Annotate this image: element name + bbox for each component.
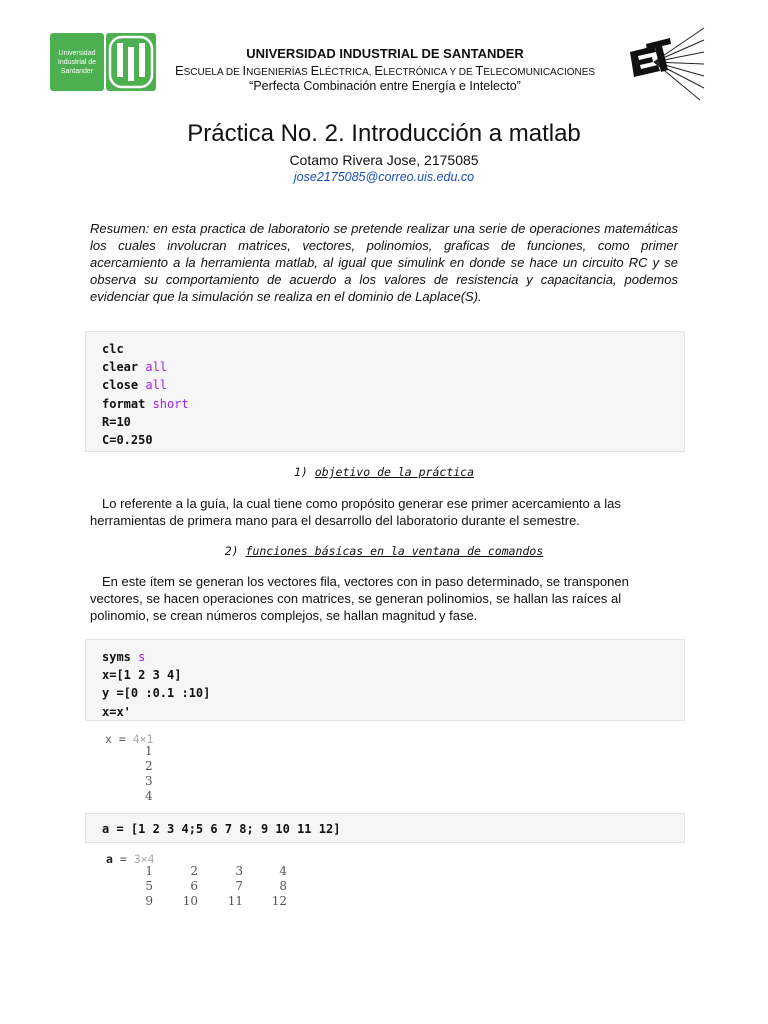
code-text: clc xyxy=(102,342,124,356)
school-initial: E xyxy=(174,63,184,78)
document-title: Práctica No. 2. Introducción a matlab xyxy=(187,120,581,147)
code-line xyxy=(102,340,684,358)
code-text: syms xyxy=(102,650,139,664)
university-motto: “Perfecta Combinación entre Energía e Intelecto” xyxy=(249,79,521,93)
school-word: SCUELA DE xyxy=(183,67,243,78)
output-x-value: 4 xyxy=(145,789,153,803)
paragraph-1: Lo referente a la guía, la cual tiene como propósito generar ese primer acercamiento a las herramientas de primera mano para el desarrollo del laboratorio durante el semestre. xyxy=(90,496,621,528)
section-number: 1) xyxy=(293,465,315,479)
code-line xyxy=(102,431,684,449)
code-block-2 xyxy=(85,639,685,721)
school-word: LECTRÓNICA Y DE xyxy=(382,67,476,78)
code-line xyxy=(102,358,684,376)
code-line: a = [1 2 3 4;5 6 7 8; 9 10 11 12] xyxy=(102,822,341,836)
matrix-cell: 8 xyxy=(279,879,287,893)
output-var-name: a xyxy=(106,852,113,866)
school-word: NGENIERÍAS xyxy=(246,67,311,78)
code-block-1 xyxy=(85,331,685,452)
code-block-3 xyxy=(85,813,685,843)
code-text: x=[1 2 3 4] xyxy=(102,668,182,683)
school-word: LÉCTRICA, xyxy=(319,67,375,78)
code-line xyxy=(102,684,684,702)
code-line xyxy=(102,666,684,684)
code-keyword: short xyxy=(152,396,189,411)
section-heading-1 xyxy=(0,465,768,479)
code-text: close xyxy=(102,378,146,393)
matrix-cell: 1 xyxy=(145,864,153,878)
code-text: x=x' xyxy=(102,704,131,719)
code-line xyxy=(102,376,684,394)
code-keyword: all xyxy=(145,360,168,375)
code-text: y =[0 :0.1 :10] xyxy=(102,686,211,701)
e3t-logo-icon xyxy=(624,22,706,104)
abstract: Resumen: en esta practica de laboratorio se pretende realizar una serie de operaciones matemáticas los cuales involucran matrices, vectores, polinomios, graficas de funciones, como primer acercamiento a la herramienta matlab, al igual que simulink en donde se hace un circuito RC y se observa su comportamiento de acuerdo a los valores de resistencia y capacitancia, podemos evidenciar que la simulación se realiza en el dominio de Laplace(S). xyxy=(90,221,678,304)
school-word: ELECOMUNICACIONES xyxy=(483,67,596,78)
output-size: 4×1 xyxy=(132,732,154,746)
university-name: UNIVERSIDAD INDUSTRIAL DE SANTANDER xyxy=(246,46,524,61)
matrix-cell: 10 xyxy=(182,894,198,908)
output-x-value: 2 xyxy=(145,759,153,773)
code-text: clear xyxy=(102,360,146,375)
section-title: funciones básicas en la ventana de comandos xyxy=(245,544,544,558)
author-email[interactable]: jose2175085@correo.uis.edu.co xyxy=(293,170,475,184)
code-keyword: s xyxy=(138,650,146,664)
matrix-cell: 5 xyxy=(145,879,153,893)
matrix-cell: 9 xyxy=(145,894,153,908)
code-text: R=10 xyxy=(102,414,131,429)
matrix-cell: 3 xyxy=(235,864,243,878)
school-initial: T xyxy=(475,63,484,78)
output-x-value: 3 xyxy=(145,774,153,788)
school-initial: I xyxy=(242,63,247,78)
code-line xyxy=(102,703,684,721)
code-line xyxy=(102,395,684,413)
school-initial: E xyxy=(374,63,383,78)
section-heading-2 xyxy=(0,544,768,558)
matrix-cell: 12 xyxy=(271,894,287,908)
section-title: objetivo de la práctica xyxy=(314,465,475,479)
code-line xyxy=(102,648,684,666)
output-var-name: x = xyxy=(105,732,133,746)
output-size: 3×4 xyxy=(133,852,155,866)
uis-logo-mark-icon xyxy=(106,33,156,91)
output-eq: = xyxy=(112,852,134,866)
matrix-cell: 7 xyxy=(235,879,243,893)
matrix-cell: 2 xyxy=(190,864,198,878)
school-initial: E xyxy=(310,63,320,78)
code-text: format xyxy=(102,396,153,411)
school-name xyxy=(160,63,610,78)
code-text: C=0.250 xyxy=(102,432,153,447)
uis-logo-label: Universidad Industrial de Santander xyxy=(57,49,97,75)
matrix-cell: 4 xyxy=(279,864,287,878)
code-line xyxy=(102,413,684,431)
matrix-cell: 11 xyxy=(227,894,243,908)
paragraph-2: En este ítem se generan los vectores fila, vectores con in paso determinado, se transponen vectores, se hacen operaciones con matrices, se generan polinomios, se hallan las raíces al polinomio, se crean números complejos, se hallan magnitud y fase. xyxy=(90,574,629,623)
section-number: 2) xyxy=(224,544,246,558)
author: Cotamo Rivera Jose, 2175085 xyxy=(289,152,479,168)
code-keyword: all xyxy=(145,378,168,393)
uis-logo-text xyxy=(50,33,104,91)
output-x-value: 1 xyxy=(145,744,153,758)
matrix-cell: 6 xyxy=(190,879,198,893)
